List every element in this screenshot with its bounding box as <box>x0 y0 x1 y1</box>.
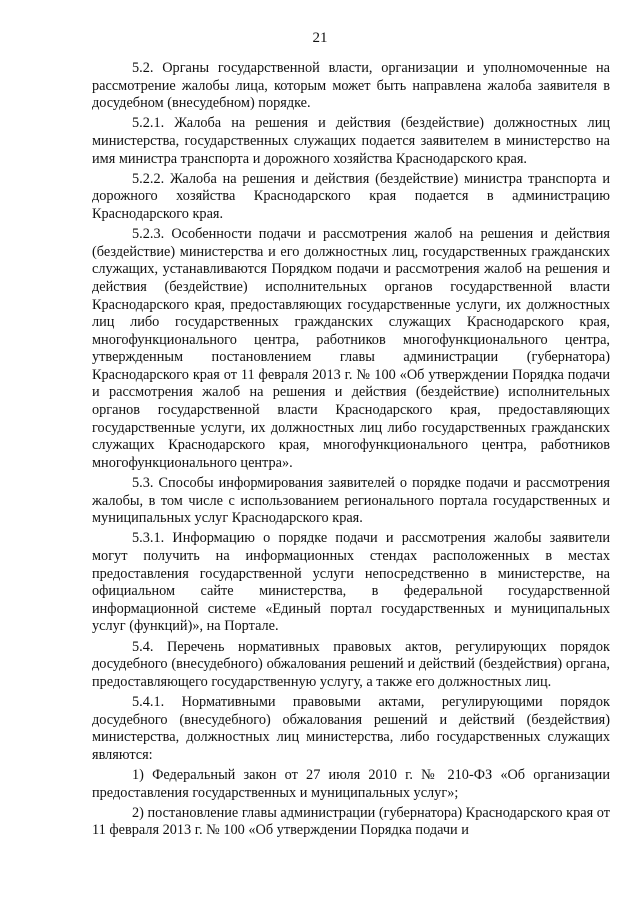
paragraph-5-4: 5.4. Перечень нормативных правовых актов, регулирующих порядок досудебного (внесудебного) обжалования решений и действий (бездействия) органа, предоставляющего государственную услугу, а также его должностных лиц. <box>92 638 610 690</box>
paragraph-5-3-1: 5.3.1. Информацию о порядке подачи и рассмотрения жалобы заявители могут получить на информационных стендах расположенных в местах предоставления государственной услуги непосредственно в министерстве, на официальном сайте министерства, в федеральной государственной информационной системе «Единый портал государственных и муниципальных услуг (функций)», на Портале. <box>92 530 610 635</box>
document-body <box>92 60 610 842</box>
paragraph-5-2-3: 5.2.3. Особенности подачи и рассмотрения жалоб на решения и действия (бездействие) министерства и его должностных лиц, государственных гражданских служащих, устанавливаются Порядком подачи и рассмотрения жалоб на решения и действия (бездействие) исполнительных органов государственной власти Краснодарского края, предоставляющих государственные услуги, их должностных лиц либо государственных гражданских служащих Краснодарского края, многофункционального центра, работников многофункционального центра, утвержденным постановлением главы администрации (губернатора) Краснодарского края от 11 февраля 2013 г. № 100 «Об утверждении Порядка подачи и рассмотрения жалоб на решения и действия (бездействие) исполнительных органов государственной власти Краснодарского края, предоставляющих государственные услуги, их должностных лиц либо государственных гражданских служащих Краснодарского края, многофункционального центра, работников многофункционального центра». <box>92 226 610 471</box>
paragraph-5-2-1: 5.2.1. Жалоба на решения и действия (бездействие) должностных лиц министерства, государственных служащих подается заявителем в министерство на имя министра транспорта и дорожного хозяйства Краснодарского края. <box>92 115 610 167</box>
page-number: 21 <box>312 30 328 46</box>
paragraph-5-4-1: 5.4.1. Нормативными правовыми актами, регулирующими порядок досудебного (внесудебного) обжалования решений и действий (бездействия) министерства, должностных лиц министерства, либо государственных служащих являются: <box>92 693 610 763</box>
list-item-2: 2) постановление главы администрации (губернатора) Краснодарского края от 11 февраля 2013 г. № 100 «Об утверждении Порядка подачи и <box>92 804 610 839</box>
list-item-1: 1) Федеральный закон от 27 июля 2010 г. № 210-ФЗ «Об организации предоставления государственных и муниципальных услуг»; <box>92 766 610 801</box>
paragraph-5-2-2: 5.2.2. Жалоба на решения и действия (бездействие) министра транспорта и дорожного хозяйства Краснодарского края подается в администрацию Краснодарского края. <box>92 170 610 222</box>
paragraph-5-3: 5.3. Способы информирования заявителей о порядке подачи и рассмотрения жалобы, в том числе с использованием регионального портала государственных и муниципальных услуг Краснодарского края. <box>92 475 610 527</box>
paragraph-5-2: 5.2. Органы государственной власти, организации и уполномоченные на рассмотрение жалобы лица, которым может быть направлена жалоба заявителя в досудебном (внесудебном) порядке. <box>92 60 610 112</box>
